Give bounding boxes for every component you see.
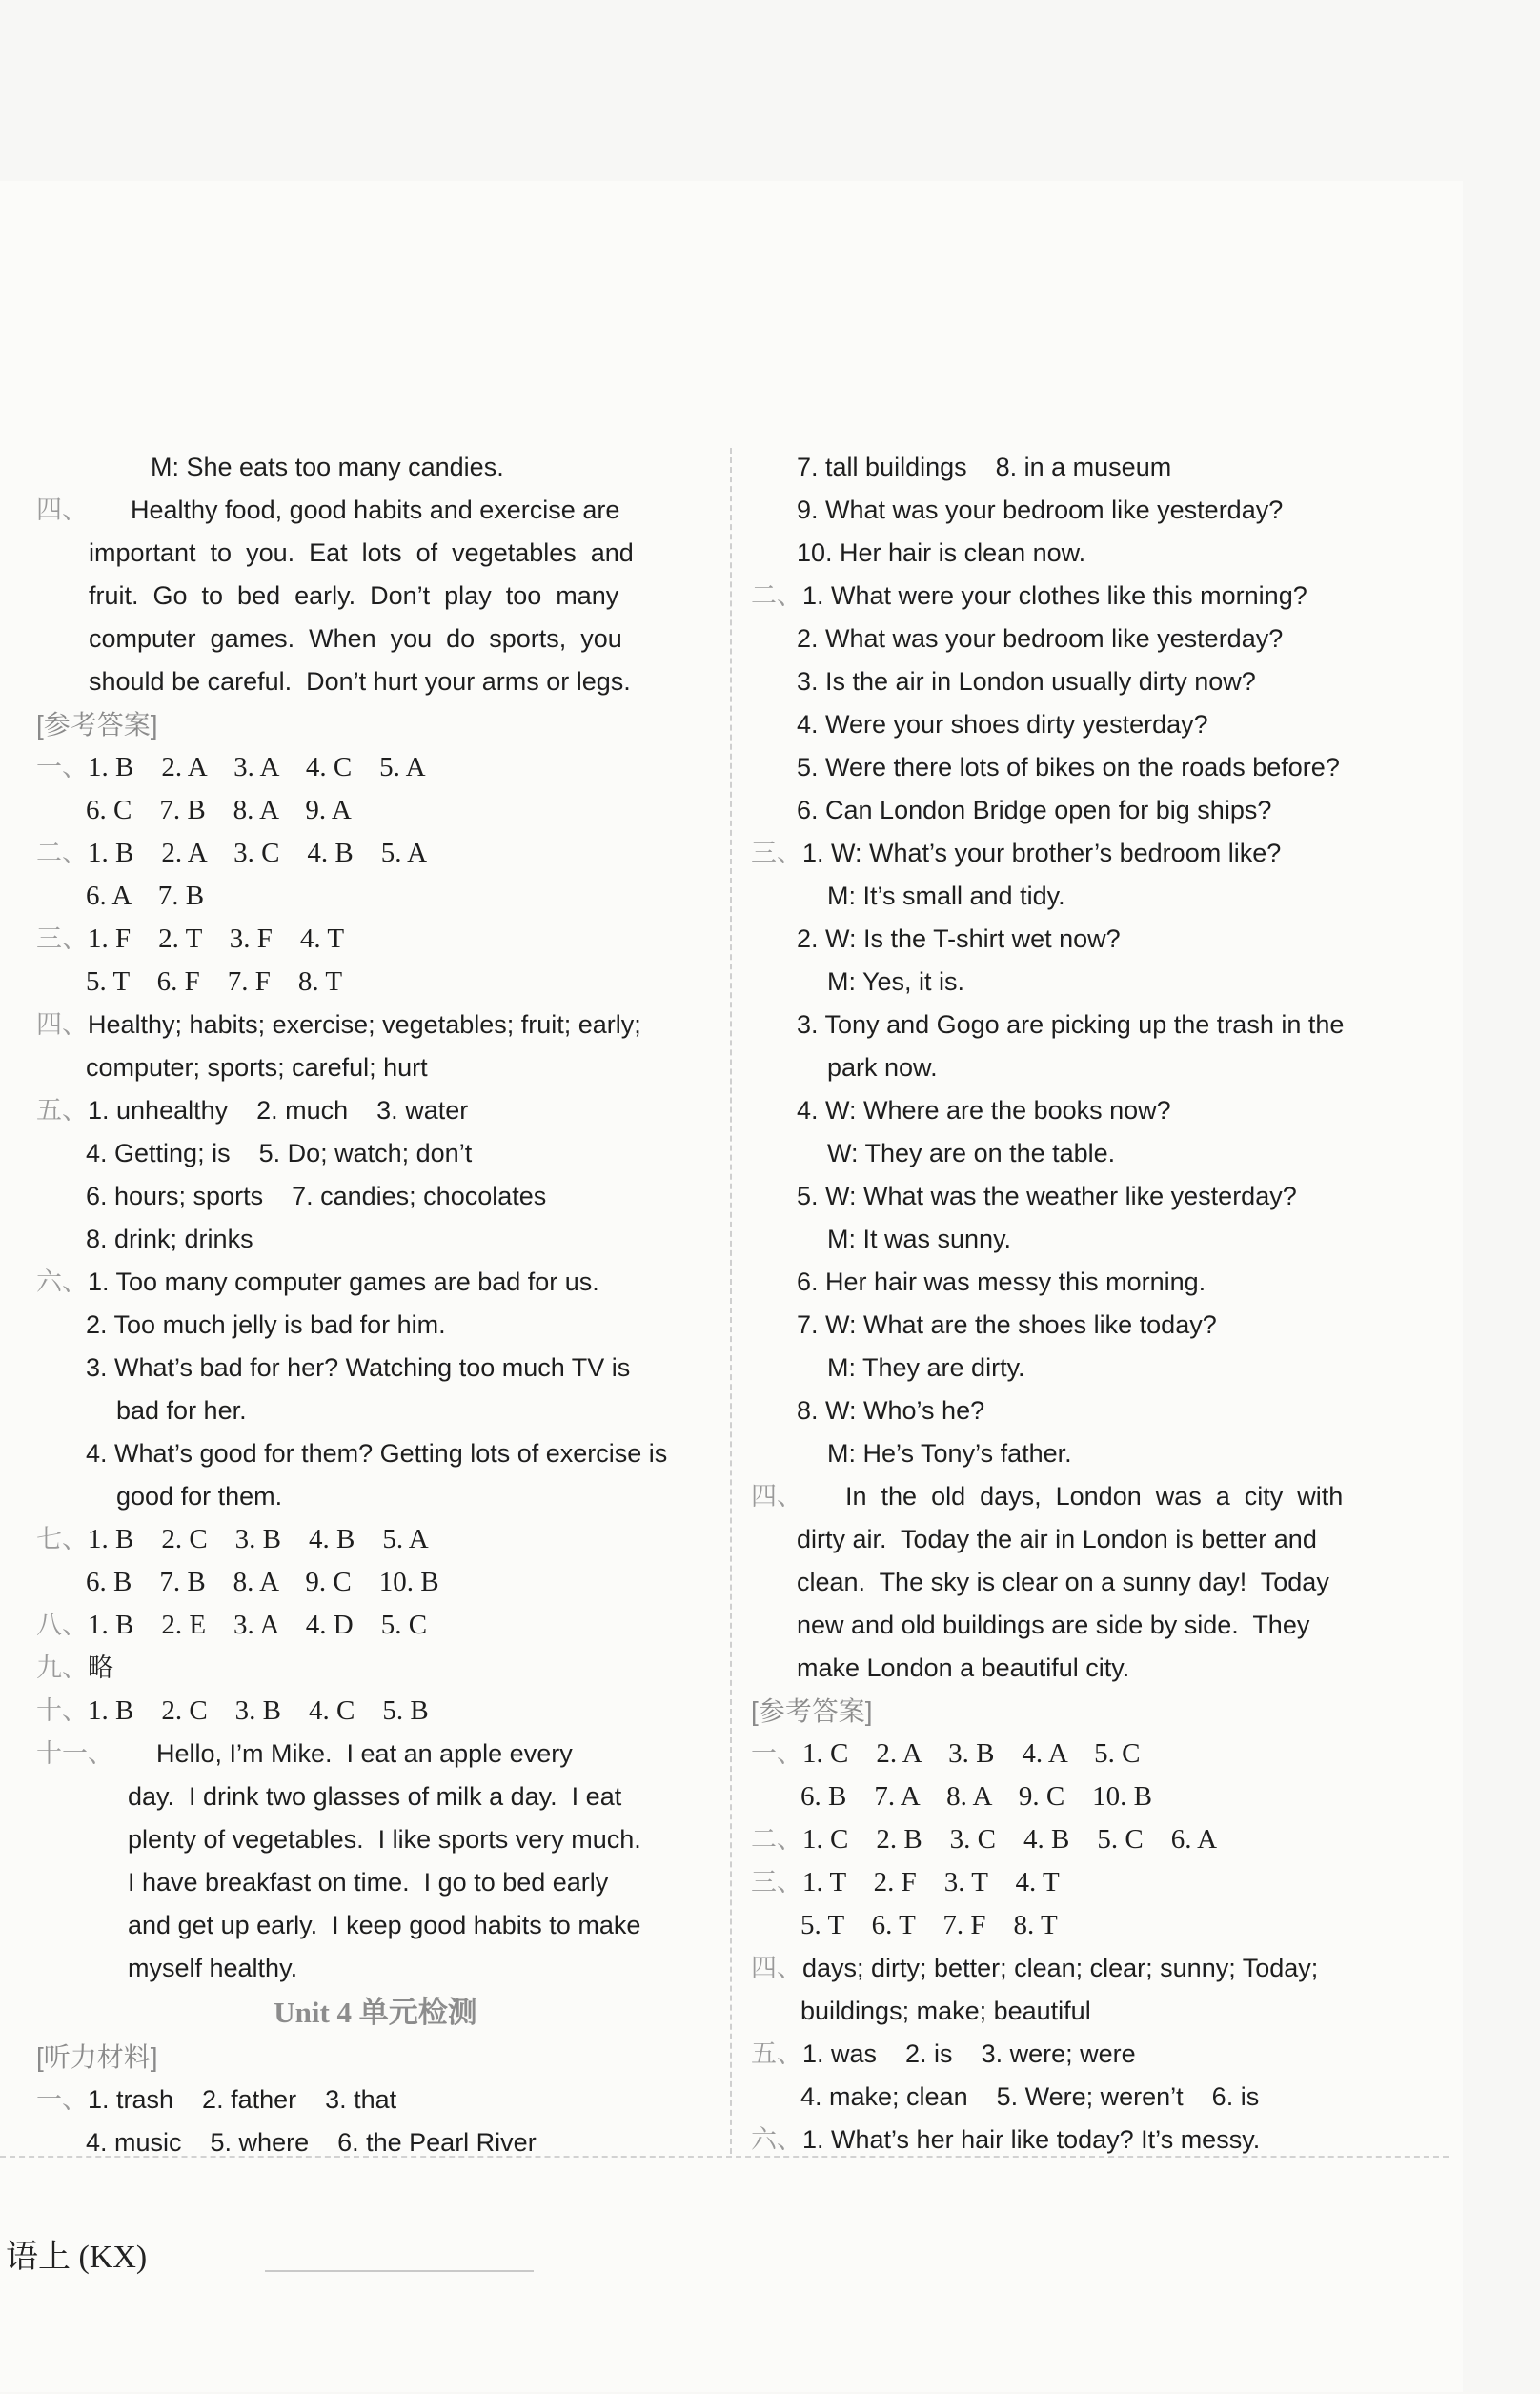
line-text: important to you. Eat lots of vegetables and xyxy=(89,538,634,567)
line-text: I have breakfast on time. I go to bed early xyxy=(128,1868,609,1897)
text-line xyxy=(751,1046,1437,1089)
text-line xyxy=(751,1518,1437,1561)
section-label-text: [参考答案] xyxy=(751,1696,873,1726)
text-line xyxy=(36,1818,715,1861)
text-line xyxy=(751,1561,1437,1604)
question-number: 三、 xyxy=(751,1868,802,1897)
text-line xyxy=(36,875,715,918)
question-line xyxy=(751,832,1437,875)
text-line xyxy=(751,875,1437,918)
text-line xyxy=(36,1132,715,1175)
text-line xyxy=(751,1132,1437,1175)
text-line xyxy=(36,1904,715,1947)
line-text: 2. What was your bedroom like yesterday? xyxy=(797,624,1284,653)
line-text: Healthy food, good habits and exercise are xyxy=(88,496,620,524)
line-text: 6. hours; sports 7. candies; chocolates xyxy=(86,1182,547,1210)
question-line xyxy=(751,2033,1437,2076)
question-line xyxy=(36,1733,715,1775)
line-text: 4. music 5. where 6. the Pearl River xyxy=(86,2128,537,2157)
line-text: 8. drink; drinks xyxy=(86,1225,253,1253)
line-text: plenty of vegetables. I like sports very much. xyxy=(128,1825,641,1854)
question-line xyxy=(36,1261,715,1304)
question-line xyxy=(751,1947,1437,1990)
question-line xyxy=(751,1818,1437,1861)
answer-choices: 1. B 2. C 3. B 4. C 5. B xyxy=(88,1695,429,1726)
text-line xyxy=(36,1861,715,1904)
text-line xyxy=(36,789,715,832)
unit-title: Unit 4 单元检测 xyxy=(274,1996,477,2029)
answer-choices: 6. A 7. B xyxy=(86,881,205,911)
question-line xyxy=(751,575,1437,618)
line-text: 4. Getting; is 5. Do; watch; don’t xyxy=(86,1139,473,1167)
text-line xyxy=(751,532,1437,575)
line-text: 5. Were there lots of bikes on the roads before? xyxy=(797,753,1340,781)
line-text: 1. Too many computer games are bad for us. xyxy=(88,1268,599,1296)
line-text: and get up early. I keep good habits to make xyxy=(128,1911,641,1939)
text-line xyxy=(36,575,715,618)
question-number: 二、 xyxy=(751,581,802,611)
text-line xyxy=(751,703,1437,746)
text-line xyxy=(751,446,1437,489)
question-number: 三、 xyxy=(36,924,88,954)
answer-choices: 1. B 2. A 3. A 4. C 5. A xyxy=(88,752,426,782)
line-text: 1. unhealthy 2. much 3. water xyxy=(88,1096,469,1125)
line-text: good for them. xyxy=(116,1482,283,1511)
line-text: In the old days, London was a city with xyxy=(802,1482,1344,1511)
question-line xyxy=(36,1604,715,1647)
line-text: 3. Is the air in London usually dirty now? xyxy=(797,667,1256,696)
answer-choices: 1. C 2. B 3. C 4. B 5. C 6. A xyxy=(802,1824,1218,1855)
question-number: 二、 xyxy=(751,1825,802,1855)
text-line xyxy=(751,1304,1437,1347)
text-line xyxy=(751,1218,1437,1261)
section-label xyxy=(751,1690,1437,1733)
text-line xyxy=(751,1004,1437,1046)
question-number: 一、 xyxy=(36,753,88,782)
question-number: 八、 xyxy=(36,1611,88,1640)
line-text: 7. tall buildings 8. in a museum xyxy=(797,453,1172,481)
text-line xyxy=(36,1175,715,1218)
line-text: days; dirty; better; clean; clear; sunny; Today; xyxy=(802,1954,1319,1982)
text-line xyxy=(36,2121,715,2164)
text-line xyxy=(751,1990,1437,2033)
question-number: 五、 xyxy=(751,2039,802,2069)
question-number: 二、 xyxy=(36,839,88,868)
line-text: computer games. When you do sports, you xyxy=(89,624,622,653)
line-text: 4. W: Where are the books now? xyxy=(797,1096,1171,1125)
line-text: 3. Tony and Gogo are picking up the trash in the xyxy=(797,1010,1345,1039)
question-number: 四、 xyxy=(36,496,88,525)
line-text: 1. was 2. is 3. were; were xyxy=(802,2039,1136,2068)
line-text: 2. Too much jelly is bad for him. xyxy=(86,1310,446,1339)
question-line xyxy=(36,1690,715,1733)
line-text: 5. W: What was the weather like yesterday? xyxy=(797,1182,1297,1210)
text-line xyxy=(751,1261,1437,1304)
line-text: 10. Her hair is clean now. xyxy=(797,538,1086,567)
answer-choices: 5. T 6. F 7. F 8. T xyxy=(86,966,343,997)
line-text: 6. Her hair was messy this morning. xyxy=(797,1268,1206,1296)
line-text: day. I drink two glasses of milk a day. I eat xyxy=(128,1782,622,1811)
text-line xyxy=(751,1347,1437,1390)
line-text: 1. What’s her hair like today? It’s messy. xyxy=(802,2125,1261,2154)
footer-subject-code: 语上 (KX) xyxy=(6,2240,148,2275)
question-line xyxy=(36,746,715,789)
answer-choices: 1. B 2. C 3. B 4. B 5. A xyxy=(88,1524,429,1554)
text-line xyxy=(36,1347,715,1390)
text-line xyxy=(751,1175,1437,1218)
line-text: W: They are on the table. xyxy=(827,1139,1116,1167)
section-label xyxy=(36,2036,715,2079)
text-line xyxy=(751,746,1437,789)
question-number: 十、 xyxy=(36,1696,88,1726)
question-number: 十一、 xyxy=(36,1739,113,1769)
text-line xyxy=(36,1304,715,1347)
text-line xyxy=(751,961,1437,1004)
line-text: M: It’s small and tidy. xyxy=(827,882,1065,910)
question-number: 九、 xyxy=(36,1653,88,1683)
line-text: 2. W: Is the T-shirt wet now? xyxy=(797,924,1121,953)
line-text: should be careful. Don’t hurt your arms or legs. xyxy=(89,667,631,696)
column-divider xyxy=(730,448,732,2154)
question-number: 五、 xyxy=(36,1096,88,1126)
answer-choices: 1. F 2. T 3. F 4. T xyxy=(88,923,345,954)
line-text: 1. W: What’s your brother’s bedroom like? xyxy=(802,839,1282,867)
section-label-text: [听力材料] xyxy=(36,2042,158,2072)
answer-choices: 5. T 6. T 7. F 8. T xyxy=(800,1910,1058,1940)
text-line xyxy=(751,1604,1437,1647)
text-line xyxy=(36,1947,715,1990)
text-line xyxy=(751,2076,1437,2119)
text-line xyxy=(751,1432,1437,1475)
question-number: 三、 xyxy=(751,839,802,868)
line-text: M: They are dirty. xyxy=(827,1353,1025,1382)
line-text: 4. What’s good for them? Getting lots of exercise is xyxy=(86,1439,668,1468)
section-label-text: [参考答案] xyxy=(36,710,158,740)
text-line xyxy=(36,618,715,660)
line-text: dirty air. Today the air in London is better and xyxy=(797,1525,1317,1553)
line-text: park now. xyxy=(827,1053,938,1082)
text-line xyxy=(751,789,1437,832)
line-text: myself healthy. xyxy=(128,1954,298,1982)
line-text: 略 xyxy=(88,1653,113,1682)
question-line xyxy=(751,1475,1437,1518)
question-line xyxy=(36,489,715,532)
line-text: new and old buildings are side by side. They xyxy=(797,1611,1310,1639)
question-line xyxy=(751,1733,1437,1775)
line-text: make London a beautiful city. xyxy=(797,1653,1130,1682)
question-line xyxy=(36,832,715,875)
line-text: M: It was sunny. xyxy=(827,1225,1012,1253)
line-text: 1. trash 2. father 3. that xyxy=(88,2085,397,2114)
question-number: 七、 xyxy=(36,1525,88,1554)
line-text: clean. The sky is clear on a sunny day! Today xyxy=(797,1568,1329,1596)
text-line xyxy=(36,1475,715,1518)
answer-choices: 6. C 7. B 8. A 9. A xyxy=(86,795,352,825)
question-line xyxy=(36,1647,715,1690)
text-line xyxy=(751,618,1437,660)
answer-choices: 1. C 2. A 3. B 4. A 5. C xyxy=(802,1738,1141,1769)
line-text: 4. Were your shoes dirty yesterday? xyxy=(797,710,1208,739)
line-text: bad for her. xyxy=(116,1396,247,1425)
question-line xyxy=(36,1518,715,1561)
text-line xyxy=(751,1390,1437,1432)
line-text: 1. What were your clothes like this morning? xyxy=(802,581,1307,610)
right-column xyxy=(751,446,1437,2161)
left-column xyxy=(36,446,715,2164)
text-line xyxy=(36,532,715,575)
line-text: computer; sports; careful; hurt xyxy=(86,1053,428,1082)
question-number: 四、 xyxy=(751,1954,802,1983)
answer-choices: 1. B 2. A 3. C 4. B 5. A xyxy=(88,838,428,868)
text-line xyxy=(751,1904,1437,1947)
answer-choices: 6. B 7. B 8. A 9. C 10. B xyxy=(86,1567,439,1597)
text-line xyxy=(36,1390,715,1432)
answer-choices: 1. B 2. E 3. A 4. D 5. C xyxy=(88,1610,428,1640)
text-line xyxy=(36,1218,715,1261)
section-label xyxy=(36,703,715,746)
line-text: fruit. Go to bed early. Don’t play too many xyxy=(89,581,619,610)
text-line xyxy=(36,961,715,1004)
footer-divider xyxy=(0,2156,1449,2158)
line-text: M: Yes, it is. xyxy=(827,967,965,996)
answer-choices: 6. B 7. A 8. A 9. C 10. B xyxy=(800,1781,1153,1812)
question-line xyxy=(36,1089,715,1132)
question-number: 一、 xyxy=(751,1739,802,1769)
question-line xyxy=(36,2079,715,2121)
line-text: 7. W: What are the shoes like today? xyxy=(797,1310,1217,1339)
text-line xyxy=(751,489,1437,532)
text-line xyxy=(36,1775,715,1818)
question-number: 六、 xyxy=(751,2125,802,2155)
question-number: 一、 xyxy=(36,2085,88,2115)
line-text: 6. Can London Bridge open for big ships? xyxy=(797,796,1272,824)
line-text: buildings; make; beautiful xyxy=(800,1997,1091,2025)
line-text: 8. W: Who’s he? xyxy=(797,1396,985,1425)
text-line xyxy=(751,660,1437,703)
line-text: 4. make; clean 5. Were; weren’t 6. is xyxy=(800,2082,1260,2111)
question-line xyxy=(751,1861,1437,1904)
line-text: M: He’s Tony’s father. xyxy=(827,1439,1072,1468)
answer-choices: 1. T 2. F 3. T 4. T xyxy=(802,1867,1060,1897)
text-line xyxy=(36,1432,715,1475)
line-text: Healthy; habits; exercise; vegetables; fruit; early; xyxy=(88,1010,641,1039)
text-line xyxy=(751,1647,1437,1690)
text-line xyxy=(36,446,715,489)
line-text: 9. What was your bedroom like yesterday? xyxy=(797,496,1284,524)
text-line xyxy=(36,1046,715,1089)
text-line xyxy=(751,1775,1437,1818)
question-number: 四、 xyxy=(751,1482,802,1511)
text-line xyxy=(751,1089,1437,1132)
text-line xyxy=(751,918,1437,961)
line-text: Hello, I’m Mike. I eat an apple every xyxy=(113,1739,573,1768)
line-text: 3. What’s bad for her? Watching too much TV is xyxy=(86,1353,631,1382)
footer-rule xyxy=(265,2270,534,2272)
question-line xyxy=(36,918,715,961)
question-number: 六、 xyxy=(36,1268,88,1297)
line-text: M: She eats too many candies. xyxy=(151,453,504,481)
question-line xyxy=(36,1004,715,1046)
question-number: 四、 xyxy=(36,1010,88,1040)
text-line xyxy=(36,660,715,703)
text-line xyxy=(36,1561,715,1604)
